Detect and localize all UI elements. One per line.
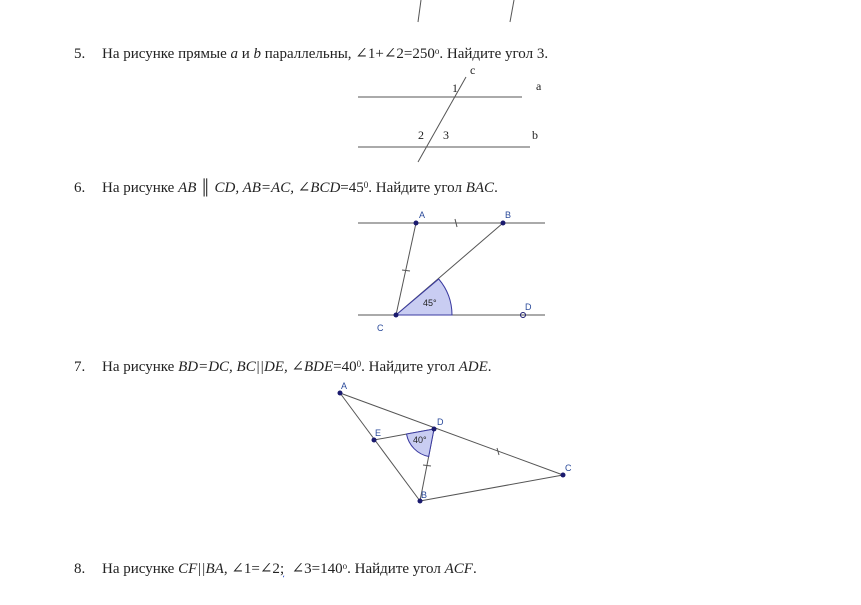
line-b-name: b xyxy=(253,46,262,62)
angle-bcd-marker xyxy=(396,279,452,315)
point-e xyxy=(372,438,377,443)
transversal-c xyxy=(418,77,466,162)
target-angle: ADE xyxy=(458,359,488,375)
label-d: D xyxy=(525,302,532,312)
problem-question: . Найдите угол xyxy=(361,359,455,375)
label-c: C xyxy=(377,323,384,333)
problem-number: 7. xyxy=(74,359,86,375)
problem-text: На рисунке прямые xyxy=(102,46,227,62)
problem-value-2: ∠3=140 xyxy=(284,561,343,577)
problem-value: =40 xyxy=(333,359,357,375)
point-a xyxy=(414,221,419,226)
target-angle: ACF xyxy=(444,561,473,577)
problem-question: . Найдите угол 3. xyxy=(439,46,549,62)
problem-question: . Найдите угол xyxy=(368,180,462,196)
label-b: B xyxy=(421,490,428,500)
figure-5 xyxy=(358,63,542,162)
period: . xyxy=(472,561,477,577)
problem-condition: AB ║ CD, AB=AC, ∠BCD xyxy=(178,180,341,196)
segment-ac xyxy=(340,393,563,475)
previous-figure-fragment xyxy=(418,0,514,22)
fragment-line xyxy=(418,0,421,22)
label-a: A xyxy=(419,210,426,220)
segment-ab xyxy=(340,393,420,501)
problem-number: 5. xyxy=(74,46,86,62)
label-d: D xyxy=(437,417,444,427)
problem-question: . Найдите угол xyxy=(347,561,441,577)
label-a: a xyxy=(536,79,542,93)
conjunction: и xyxy=(241,46,250,62)
spellcheck-squiggle: ; xyxy=(279,561,285,577)
degree-mark: 0 xyxy=(356,359,362,369)
problem-condition: CF||BA xyxy=(178,561,224,577)
angle-1-label: 1 xyxy=(452,81,458,95)
label-e: E xyxy=(375,428,382,438)
degree-mark: о xyxy=(434,46,440,56)
label-b: B xyxy=(505,210,512,220)
point-b xyxy=(501,221,506,226)
angle-3-label: 3 xyxy=(443,128,449,142)
problem-condition: BD=DC, BC||DE, ∠BDE xyxy=(178,359,334,375)
problem-text: На рисунке xyxy=(102,180,175,196)
angle-label: 40° xyxy=(413,435,427,445)
figure-7 xyxy=(338,381,573,504)
period: . xyxy=(487,359,492,375)
problem-number: 6. xyxy=(74,180,86,196)
segment-bc xyxy=(420,475,563,501)
degree-mark: о xyxy=(342,561,348,571)
label-c: c xyxy=(470,63,476,77)
degree-mark: 0 xyxy=(363,180,369,190)
target-angle: BAC xyxy=(465,180,495,196)
label-c: C xyxy=(565,463,572,473)
point-c xyxy=(561,473,566,478)
point-d xyxy=(432,427,437,432)
problem-text: На рисунке xyxy=(102,561,175,577)
fragment-line xyxy=(510,0,514,22)
problem-text: На рисунке xyxy=(102,359,175,375)
angle-label: 45° xyxy=(423,298,437,308)
line-a-name: a xyxy=(230,46,238,62)
problem-value: =45 xyxy=(340,180,364,196)
problem-number: 8. xyxy=(74,561,86,577)
problem-value: , ∠1=∠2 xyxy=(223,561,280,577)
point-a xyxy=(338,391,343,396)
tick-bd xyxy=(423,465,431,466)
figure-6 xyxy=(358,210,545,333)
label-a: A xyxy=(341,381,348,391)
tick-ac xyxy=(402,270,410,271)
problem-condition: параллельны, ∠1+∠2=250 xyxy=(264,46,435,62)
angle-2-label: 2 xyxy=(418,128,424,142)
point-c xyxy=(394,313,399,318)
label-b: b xyxy=(532,128,538,142)
period: . xyxy=(494,180,498,196)
